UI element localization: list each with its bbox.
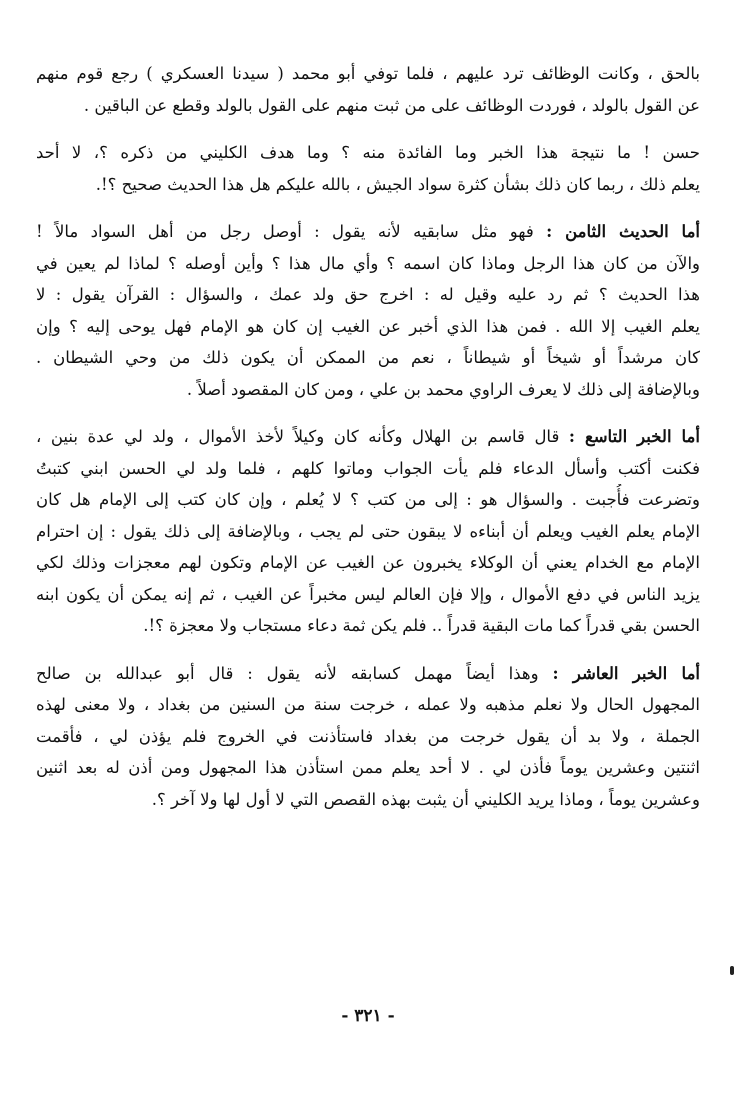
text-line: فكنت أكتب وأسأل الدعاء فلم يأت الجواب وماتوا كلهم ، فلما ولد لي الحسن ابني كتبتُ (36, 458, 700, 478)
text-line: وبالإضافة إلى ذلك لا يعرف الراوي محمد بن علي ، ومن كان المقصود أصلاً . (186, 379, 700, 399)
text-line: المجهول الحال ولا نعلم مذهبه ولا عمله ، خرجت سنة من السنين من بغداد ، ولا معنى لهذه (36, 695, 700, 714)
paragraph (36, 658, 700, 816)
document-page (36, 58, 700, 831)
text-line: والآن من كان هذا الرجل وماذا كان اسمه ؟ وأي مال هذا ؟ وأين أوصله ؟ لماذا لم يعين في (36, 253, 700, 273)
text-line: وتضرعت فأُجبت . والسؤال هو : إلى من كتب ؟ لا يُعلم ، وإن كان كتب إلى الإمام هل كان (36, 490, 700, 509)
text-line: اثنتين وعشرين يوماً فأذن لي . لا أحد يعلم ممن استأذن هذا المجهول ومن أذن له بعد اثنين (36, 758, 700, 777)
text-line: يعلم ذلك ، ربما كان ذلك بشأن كثرة سواد الجيش ، بالله عليكم هل هذا الحديث صحيح ؟!. (95, 174, 700, 194)
text-line (36, 421, 700, 453)
section-lead: أما الخبر التاسع : (568, 427, 700, 446)
text-line: يزيد الناس في دفع الأموال ، وإلا فإن العالم ليس مخبراً عن الغيب ، ثم إنه يمكن أن يكون ابنه (36, 584, 700, 604)
text-run: وهذا أيضاً مهمل كسابقه لأنه يقول : قال أبو عبدالله بن صالح (36, 663, 553, 683)
section-lead: أما الحديث الثامن : (546, 222, 700, 241)
text-line: حسن ! ما نتيجة هذا الخبر وما الفائدة منه ؟ وما هدف الكليني من ذكره ؟، لا أحد (36, 143, 700, 162)
text-line: الإمام مع الخدام يعني أن الوكلاء يخبرون عن الغيب عن الإمام وتكون لهم معجزات وذلك لكي (36, 553, 700, 572)
paragraph (36, 58, 700, 121)
scan-edge-mark (730, 966, 734, 975)
text-line (36, 216, 700, 248)
text-line: عن القول بالولد ، فوردت الوظائف على من ثبت منهم على القول بالولد وقطع عن الباقين . (83, 95, 700, 115)
text-line: بالحق ، وكانت الوظائف ترد عليهم ، فلما توفي أبو محمد ( سيدنا العسكري ) رجع قوم منهم (36, 64, 700, 83)
text-line: الجملة ، ولا بد أن يقول خرجت من بغداد فاستأذنت في الخروج فلم يؤذن لي ، فأقمت (36, 726, 700, 746)
section-lead: أما الخبر العاشر : (552, 663, 700, 683)
text-line: الحسن بقي قدراً كما مات البقية قدراً .. فلم يكن ثمة دعاء مستجاب ولا معجزة ؟!. (143, 616, 700, 635)
text-run: فهو مثل سابقيه لأنه يقول : أوصل رجل من أهل السواد مالاً ! (36, 222, 547, 241)
text-run: قال قاسم بن الهلال وكأنه كان وكيلاً لأخذ الأموال ، ولد لي عدة بنين ، (36, 427, 569, 446)
text-line: هذا الحديث ؟ ثم رد عليه وقيل له : اخرج حق ولد عمك ، والسؤال : القرآن يقول : لا (36, 285, 700, 304)
text-line: الإمام يعلم الغيب ويعلم أن أبناءه لا يبقون حتى لم يجب ، وبالإضافة إلى ذلك يقول : إن احترام (36, 521, 700, 541)
paragraph (36, 421, 700, 642)
paragraph (36, 137, 700, 200)
text-line: وعشرين يوماً ، وماذا يريد الكليني أن يثبت بهذه القصص التي لا أول لها ولا آخر ؟. (151, 789, 700, 809)
text-line: كان مرشداً أو شيخاً أو شيطاناً ، نعم من الممكن أن يكون ذلك من وحي الشيطان . (36, 348, 700, 367)
paragraph (36, 216, 700, 405)
text-line: يعلم الغيب إلا الله . فمن هذا الذي أخبر عن الغيب إن كان هو الإمام فهل يوحى إليه ؟ وإن (36, 316, 700, 336)
text-line (36, 658, 700, 690)
page-number: - ٣٢١ - (341, 1006, 395, 1026)
